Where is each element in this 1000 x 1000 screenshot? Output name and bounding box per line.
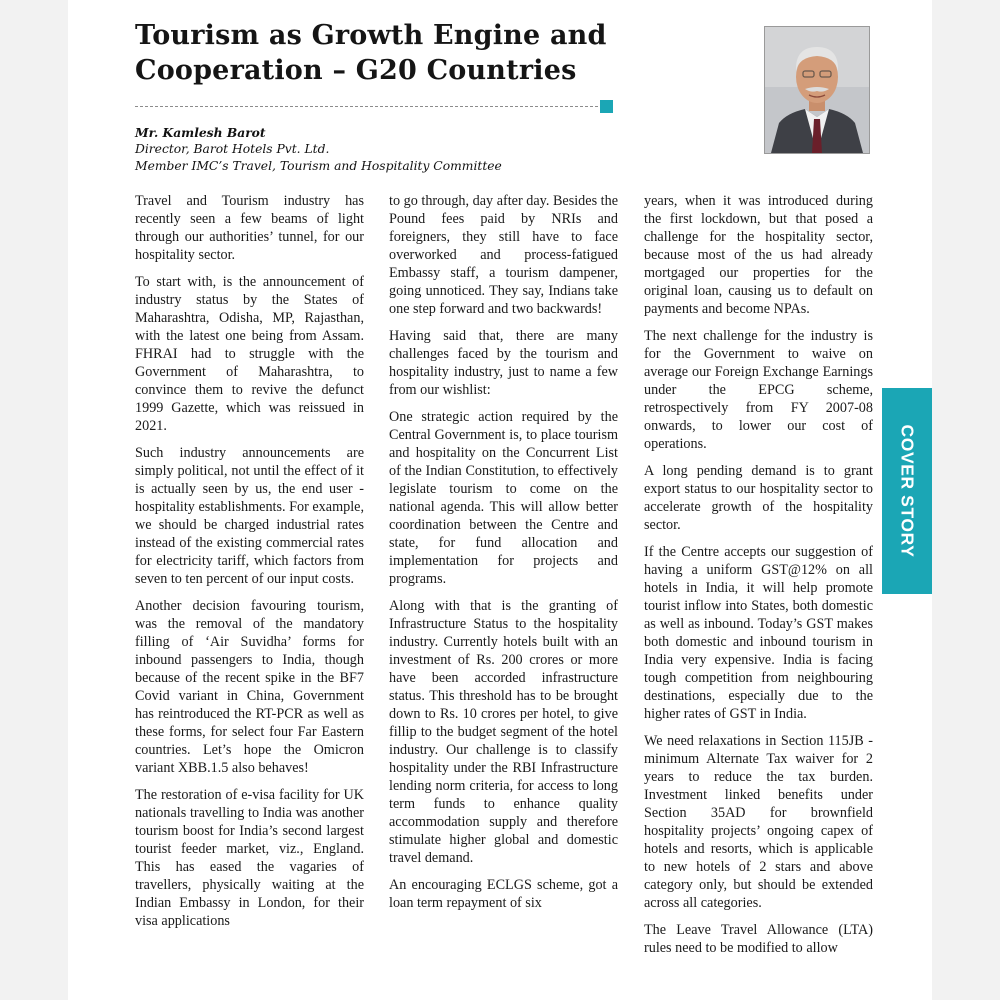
section-tab-label: COVER STORY bbox=[897, 424, 918, 558]
title-divider bbox=[135, 106, 603, 107]
section-tab-cover-story bbox=[882, 388, 932, 594]
paragraph: To start with, is the announcement of industry status by the States of Maharashtra, Odisha, MP, Rajasthan, with the latest one being from Assam. FHRAI had to struggle with the Government of Maharashtra, to convince them to revive the defunct 1999 Gazette, which was reissued in 2021. bbox=[135, 274, 364, 434]
article-column-3 bbox=[644, 192, 873, 966]
paragraph: Travel and Tourism industry has recently seen a few beams of light through our authorities’ tunnel, for our hospitality sector. bbox=[135, 193, 364, 263]
paragraph: A long pending demand is to grant export status to our hospitality sector to accelerate growth of the hospitality sector. bbox=[644, 463, 873, 533]
paragraph: Along with that is the granting of Infrastructure Status to the hospitality industry. Currently hotels built with an investment of Rs. 200 crores or more have been accorded infrastructure status. This threshold has to be brought down to Rs. 10 crores per hotel, to give fillip to the budget segment of the hotel industry. Our challenge is to classify hospitality under the RBI Infrastructure lending norm criteria, for access to long term funds to enhance quality accommodation supply and therefore stimulate higher global and domestic travel demand. bbox=[389, 598, 618, 866]
byline bbox=[135, 124, 605, 175]
paragraph: The restoration of e-visa facility for UK nationals travelling to India was another tourism boost for India’s second largest tourist feeder market, viz., England. This has eased the vagaries of travellers, physically waiting at the Indian Embassy in London, for their visa applications bbox=[135, 787, 364, 929]
article-column-2 bbox=[389, 192, 618, 921]
author-membership: Member IMC’s Travel, Tourism and Hospitality Committee bbox=[135, 159, 502, 173]
paragraph: Having said that, there are many challenges faced by the tourism and hospitality industry, just to name a few from our wishlist: bbox=[389, 328, 618, 398]
author-role: Director, Barot Hotels Pvt. Ltd. bbox=[135, 142, 330, 156]
paragraph: The next challenge for the industry is for the Government to waive on average our Foreign Exchange Earnings under the EPCG scheme, retrospectively from FY 2007-08 onwards, to lower our cost of operations. bbox=[644, 328, 873, 452]
paragraph: If the Centre accepts our suggestion of having a uniform GST@12% on all hotels in India, it will help promote tourist inflow into States, both domestic as well as inbound. Today’s GST makes both domestic and inbound tourism in India very expensive. India is facing tough competition from neighbouring destinations, especially due to the higher rates of GST in India. bbox=[644, 544, 873, 722]
paragraph: Another decision favouring tourism, was the removal of the mandatory filling of ‘Air Suvidha’ forms for inbound passengers to India, though because of the recent spike in the BF7 Covid variant in China, Government has reintroduced the RT-PCR as well as these forms, for select four Far Eastern countries. Let’s hope the Omicron variant XBB.1.5 also behaves! bbox=[135, 598, 364, 776]
article-title: Tourism as Growth Engine and Cooperation – G20 Countries bbox=[135, 20, 607, 86]
paragraph: One strategic action required by the Central Government is, to place tourism and hospitality on the Concurrent List of the Indian Constitution, to effectively legislate tourism to come on the national agenda. This will allow better coordination between the Centre and state, for fund allocation and implementation for projects and programs. bbox=[389, 409, 618, 587]
author-name: Mr. Kamlesh Barot bbox=[135, 125, 266, 140]
divider-accent-block bbox=[600, 100, 613, 113]
paragraph: years, when it was introduced during the first lockdown, but that posed a challenge for the hospitality sector, because most of the us had already mortgaged our properties for the original loan, causing us to default on payments and become NPAs. bbox=[644, 193, 873, 317]
author-portrait-icon bbox=[765, 27, 869, 153]
paragraph: We need relaxations in Section 115JB - minimum Alternate Tax waiver for 2 years to reduce the tax burden. Investment linked benefits under Section 35AD for brownfield hospitality projects’ ongoing capex of hotels and resorts, which is applicable to new hotels of 2 stars and above category only, but should be extended across all categories. bbox=[644, 733, 873, 911]
author-portrait bbox=[764, 26, 870, 154]
article-column-1 bbox=[135, 192, 364, 939]
paragraph: to go through, day after day. Besides the Pound fees paid by NRIs and foreigners, they still have to face overworked and process-fatigued Embassy staff, a tourism dampener, going unnoticed. They say, Indians take one step forward and two backwards! bbox=[389, 193, 618, 317]
paragraph: Such industry announcements are simply political, not until the effect of it is actually seen by us, the end user - hospitality establishments. For example, we should be charged industrial rates instead of the existing commercial rates for electricity tariff, which factors from seven to ten percent of our input costs. bbox=[135, 445, 364, 587]
paragraph: An encouraging ECLGS scheme, got a loan term repayment of six bbox=[389, 877, 618, 911]
paragraph: The Leave Travel Allowance (LTA) rules need to be modified to allow bbox=[644, 922, 873, 956]
